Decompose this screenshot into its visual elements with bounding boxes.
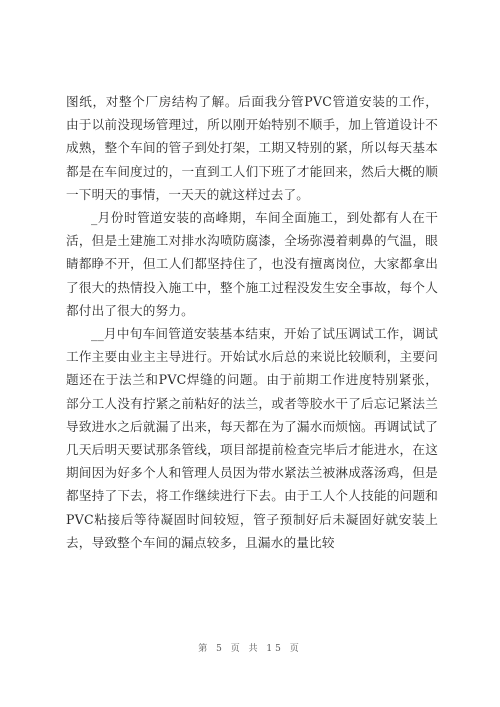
paragraph-continued: 图纸，对整个厂房结构了解。后面我分管PVC管道安装的工作，由于以前没现场管理过，所以刚开始特别不顺手，加上管道设计不成熟，整个车间的管子到处打架，工期又特别的紧，所以每天基本都是在车间度过的，一直到工人们下班了才能回来，然后大概的顺一下明天的事情，一天天的就这样过去了。 (66, 94, 438, 202)
paragraph-peak-construction: _月份时管道安装的高峰期，车间全面施工，到处都有人在干活，但是土建施工对排水沟喷防腐漆，全场弥漫着刺鼻的气温，眼睛都睁不开，但工人们都坚持住了，也没有擅离岗位，大家都拿出了很大的热情投入施工中，整个施工过程没发生安全事故，每个人都付出了很大的努力。 (66, 210, 438, 318)
body-text (66, 90, 438, 554)
page-number-footer: 第 5 页 共 15 页 (198, 644, 302, 654)
paragraph-pressure-testing: __月中旬车间管道安装基本结束，开始了试压调试工作，调试工作主要由业主主导进行。开始试水后总的来说比较顺利，主要问题还在于法兰和PVC焊缝的问题。由于前期工作进度特别紧张，部分工人没有拧紧之前粘好的法兰，或者等胶水干了后忘记紧法兰导致进水之后就漏了出来，每天都在为了漏水而烦恼。再调试试了几天后明天要试那条管线，项目部提前检查完毕后才能进水，在这期间因为好多个人和管理人员因为带水紧法兰被淋成落汤鸡，但是都坚持了下去，将工作继续进行下去。由于工人个人技能的问题和PVC粘接后等待凝固时间较短，管子预制好后未凝固好就安装上去，导致整个车间的漏点较多，且漏水的量比较 (66, 326, 438, 550)
